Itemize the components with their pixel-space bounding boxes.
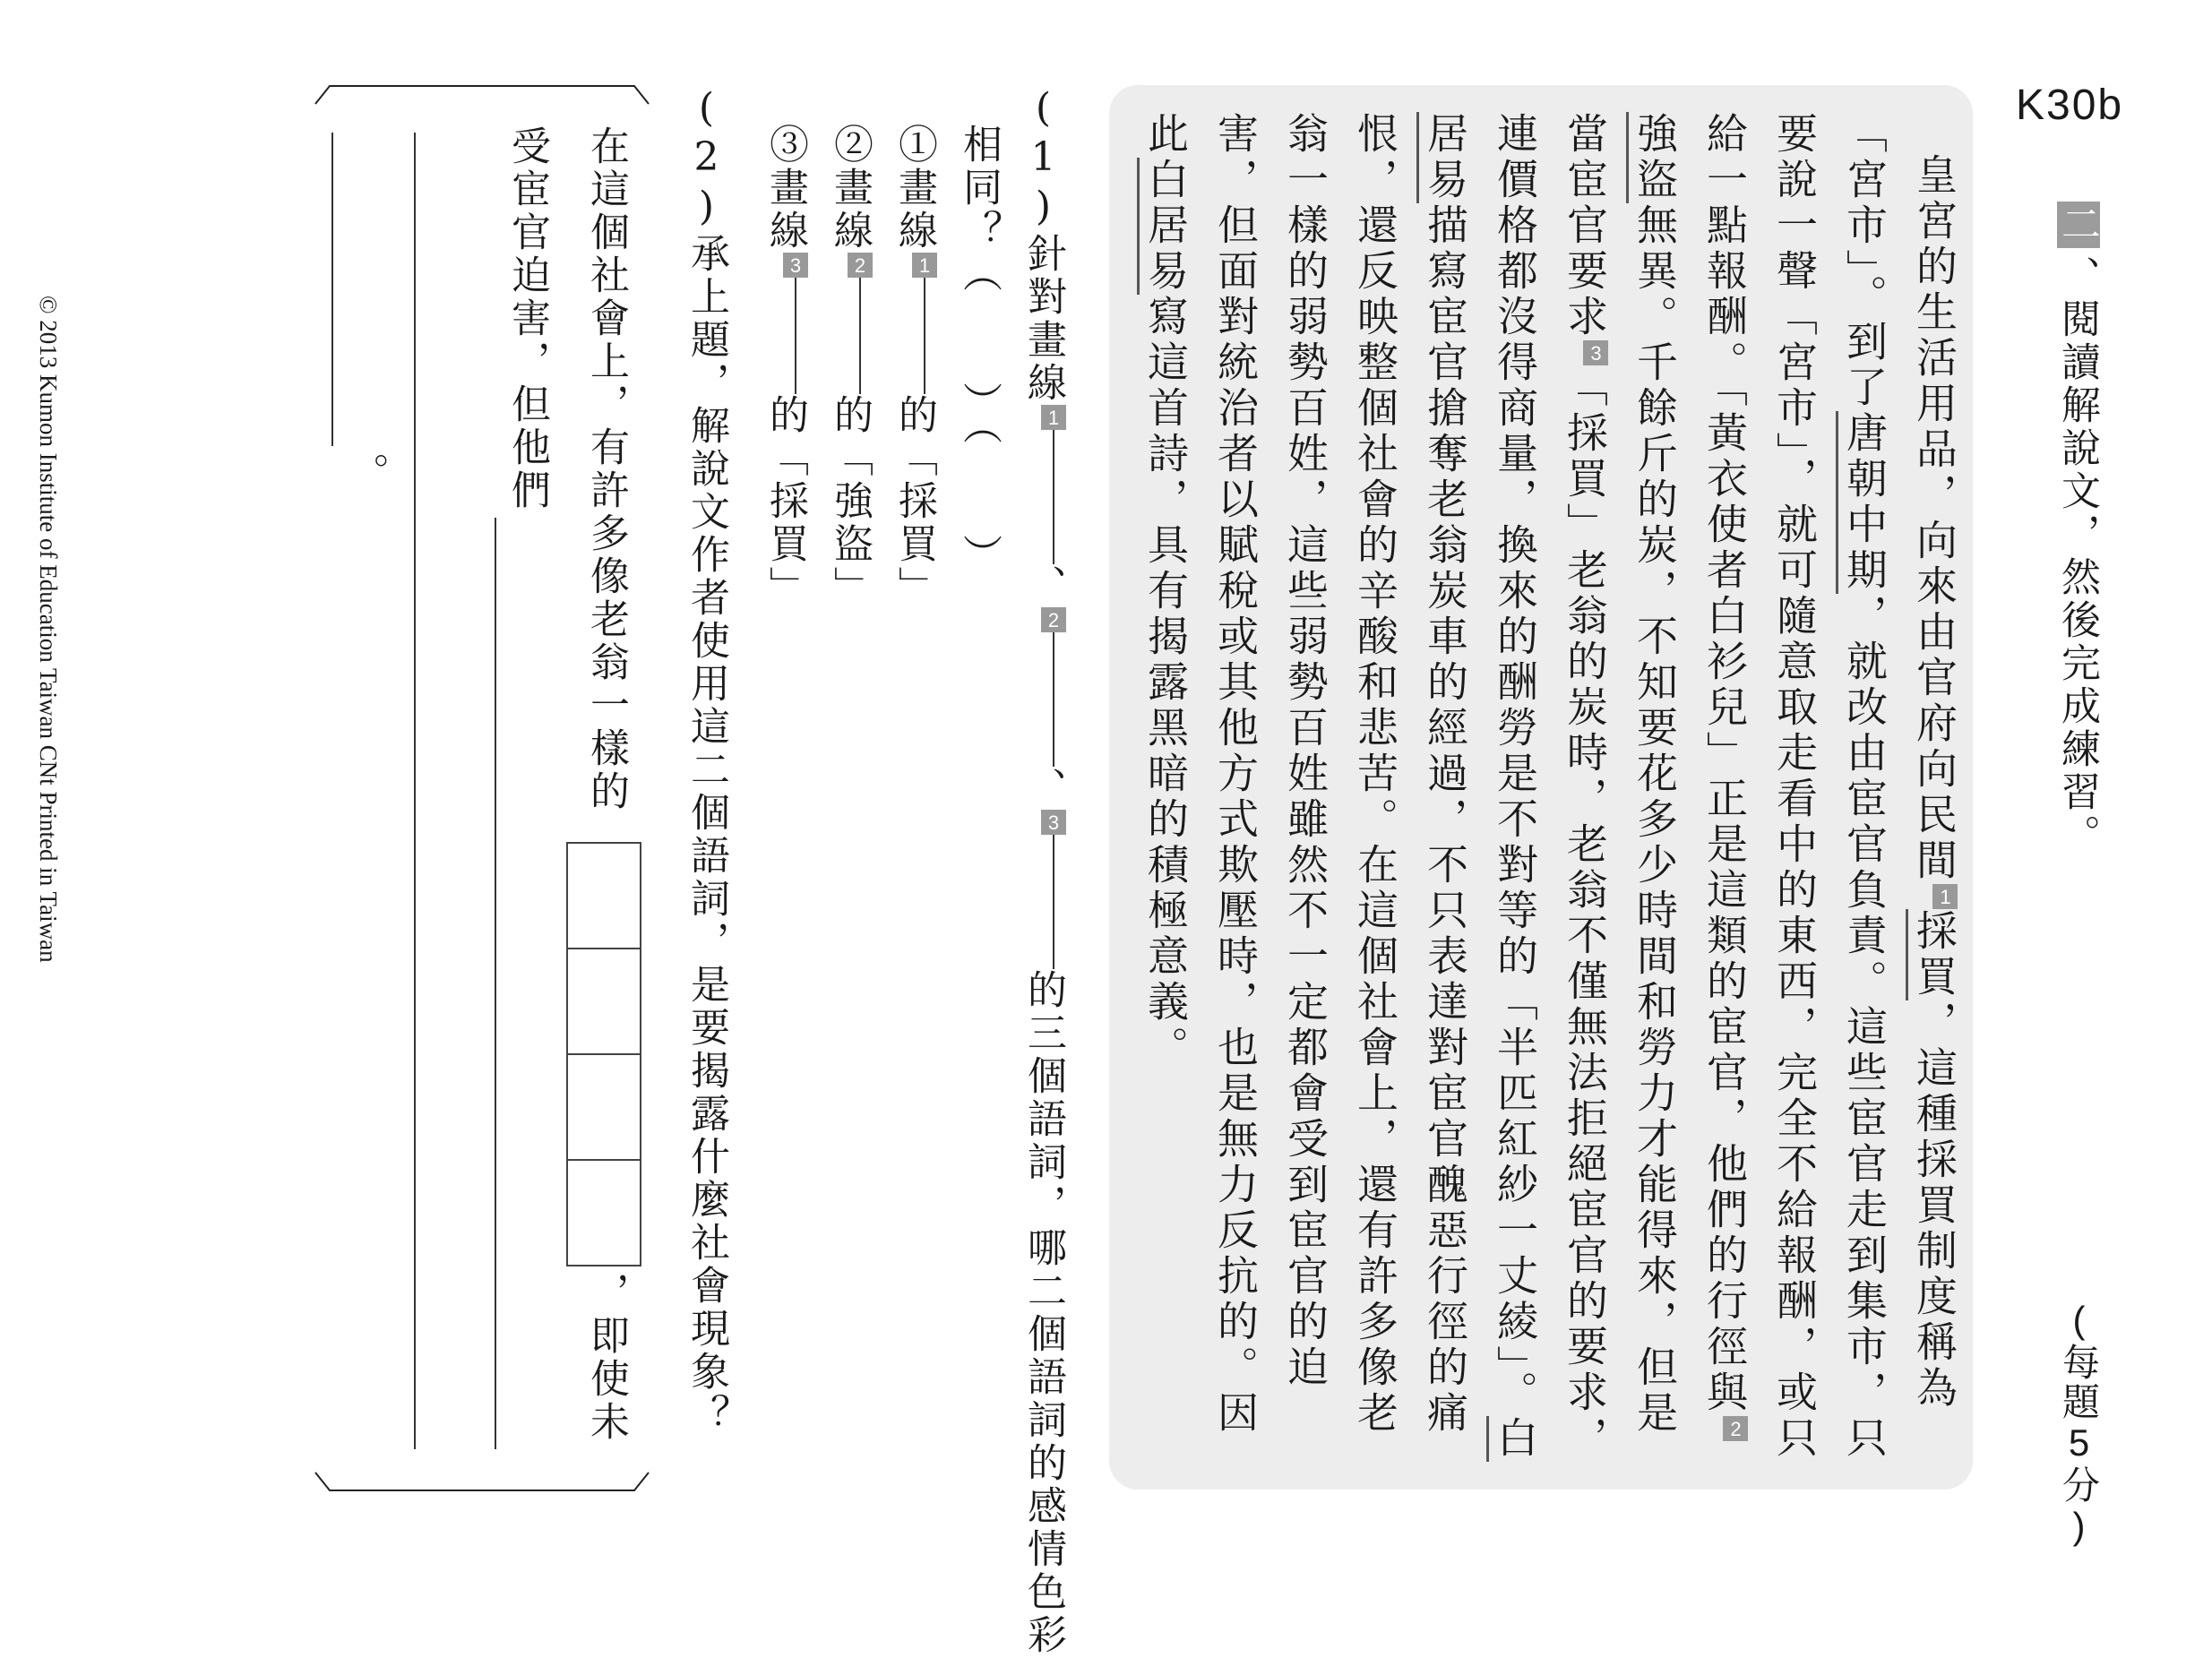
passage-paragraph — [1131, 112, 1969, 1464]
option-label: ①畫線 — [891, 124, 937, 253]
q1-marker-2: 2 — [1042, 608, 1065, 631]
underline-marker-2: 2 — [1725, 1417, 1747, 1440]
option-marker: 2 — [848, 253, 872, 277]
passage-segment: 無異。千餘斤的炭，不知要花多少時間和勞力才能得來，但是當宦官要求 — [1561, 112, 1679, 1437]
q1-marker-3: 3 — [1042, 811, 1065, 834]
instruction-text: 、閱讀解說文，然後完成練習。 — [2055, 255, 2099, 857]
passage-segment: 皇宮的生活用品，向來由官府向民間 — [1910, 153, 1958, 884]
question-1-line-2[interactable]: 相同？（ ）（ ） — [956, 124, 1002, 577]
answer-line-1-tail: ，即使未 — [583, 1272, 629, 1444]
option-3 — [753, 124, 817, 609]
underlined-word-2: 強盜 — [1626, 112, 1679, 203]
answer-line-1: 在這個社會上，有許多像老翁一樣的 — [583, 125, 629, 813]
answer-bracket-top — [312, 82, 652, 109]
answer-box-2[interactable] — [566, 948, 641, 1055]
option-line — [859, 278, 861, 394]
q1-line-1 — [1053, 430, 1054, 564]
passage-segment: ，就改由宦官負責。這些宦官走到集市，只要說一聲「宮市」，就可隨意取走看中的東西，完全不給報酬，或只給一點報酬。「黃衣使者白衫兒」正是這類的宦官，他們的行徑與 — [1700, 112, 1889, 1462]
option-2 — [817, 124, 882, 609]
section-number: 二 — [2055, 203, 2099, 246]
answer-line-4-blank[interactable] — [331, 133, 333, 446]
answer-bracket-bottom — [312, 1469, 652, 1496]
option-text: 的「採買」 — [762, 394, 808, 609]
question-1-line-1 — [1011, 85, 1075, 1657]
option-marker: 3 — [784, 253, 807, 277]
option-text: 的「採買」 — [891, 394, 937, 609]
worksheet-code: K30b — [2016, 82, 2124, 129]
answer-box-3[interactable] — [566, 1053, 641, 1161]
option-line — [795, 278, 796, 394]
option-label: ③畫線 — [762, 124, 808, 253]
q1-line-3 — [1053, 835, 1054, 969]
proper-noun-bai-1: 白居易 — [1416, 112, 1539, 1462]
passage-text — [1131, 112, 1969, 1464]
question-1-prefix: 針對畫線 — [1020, 233, 1066, 405]
option-1 — [882, 124, 946, 609]
copyright-notice: © 2013 Kumon Institute of Education Taiwan CNt Printed in Taiwan — [35, 296, 62, 963]
answer-line-2: 受宦官迫害，但他們 — [504, 125, 550, 512]
underlined-word-1: 採買 — [1906, 909, 1958, 1000]
score-note: (每題5分) — [2058, 1299, 2100, 1549]
question-2-body: 承上題，解說文作者使用這二個語詞，是要揭露什麼社會現象？ — [684, 233, 729, 1437]
answer-line-2-blank[interactable] — [495, 518, 496, 1449]
q1-sep: 、 — [1020, 564, 1066, 607]
question-1-suffix: 的三個語詞，哪二個語詞的感情色彩 — [1020, 969, 1066, 1657]
passage-segment: 「採買」老翁的炭時，老翁不僅無法拒絕宦官的要求，連價格都沒得商量，換來的酬勞是不對等的「半匹紅紗一丈綾」。 — [1491, 112, 1609, 1462]
proper-noun-tang: 唐朝中期 — [1836, 411, 1889, 594]
option-marker: 1 — [913, 253, 936, 277]
answer-box-1[interactable] — [566, 842, 641, 949]
question-1-number: (1) — [1020, 85, 1066, 233]
question-2-text — [674, 85, 738, 1437]
q1-marker-1: 1 — [1042, 406, 1065, 429]
answer-box-4[interactable] — [566, 1159, 641, 1266]
passage-segment: 描寫宦官搶奪老翁炭車的經過，不只表達對宦官醜惡行徑的痛恨，還反映整個社會的辛酸和悲苦。在這個社會上，還有許多像老翁一樣的弱勢百姓，這些弱勢百姓雖然不一定都會受到宦官的迫害，但面對統治者以賦稅或其他方式欺壓時，也是無力反抗的。因此 — [1141, 112, 1469, 1437]
answer-end-mark: 。 — [343, 452, 389, 495]
option-label: ②畫線 — [827, 124, 873, 253]
proper-noun-bai-2: 白居易 — [1137, 158, 1190, 295]
section-heading — [2052, 202, 2102, 857]
q1-line-2 — [1053, 632, 1054, 767]
q1-sep: 、 — [1020, 767, 1066, 810]
passage-segment: ，這種採買制度稱為「宮市」。到了 — [1840, 112, 1958, 1412]
question-2-number: (2) — [684, 85, 729, 233]
passage-segment: 寫這首詩，具有揭露黑暗的積極意義。 — [1141, 295, 1190, 1071]
option-text: 的「強盜」 — [827, 394, 873, 609]
underline-marker-1: 1 — [1934, 885, 1957, 908]
underline-marker-3: 3 — [1585, 341, 1607, 365]
option-line — [924, 278, 925, 394]
answer-line-3-blank[interactable] — [414, 133, 416, 1449]
